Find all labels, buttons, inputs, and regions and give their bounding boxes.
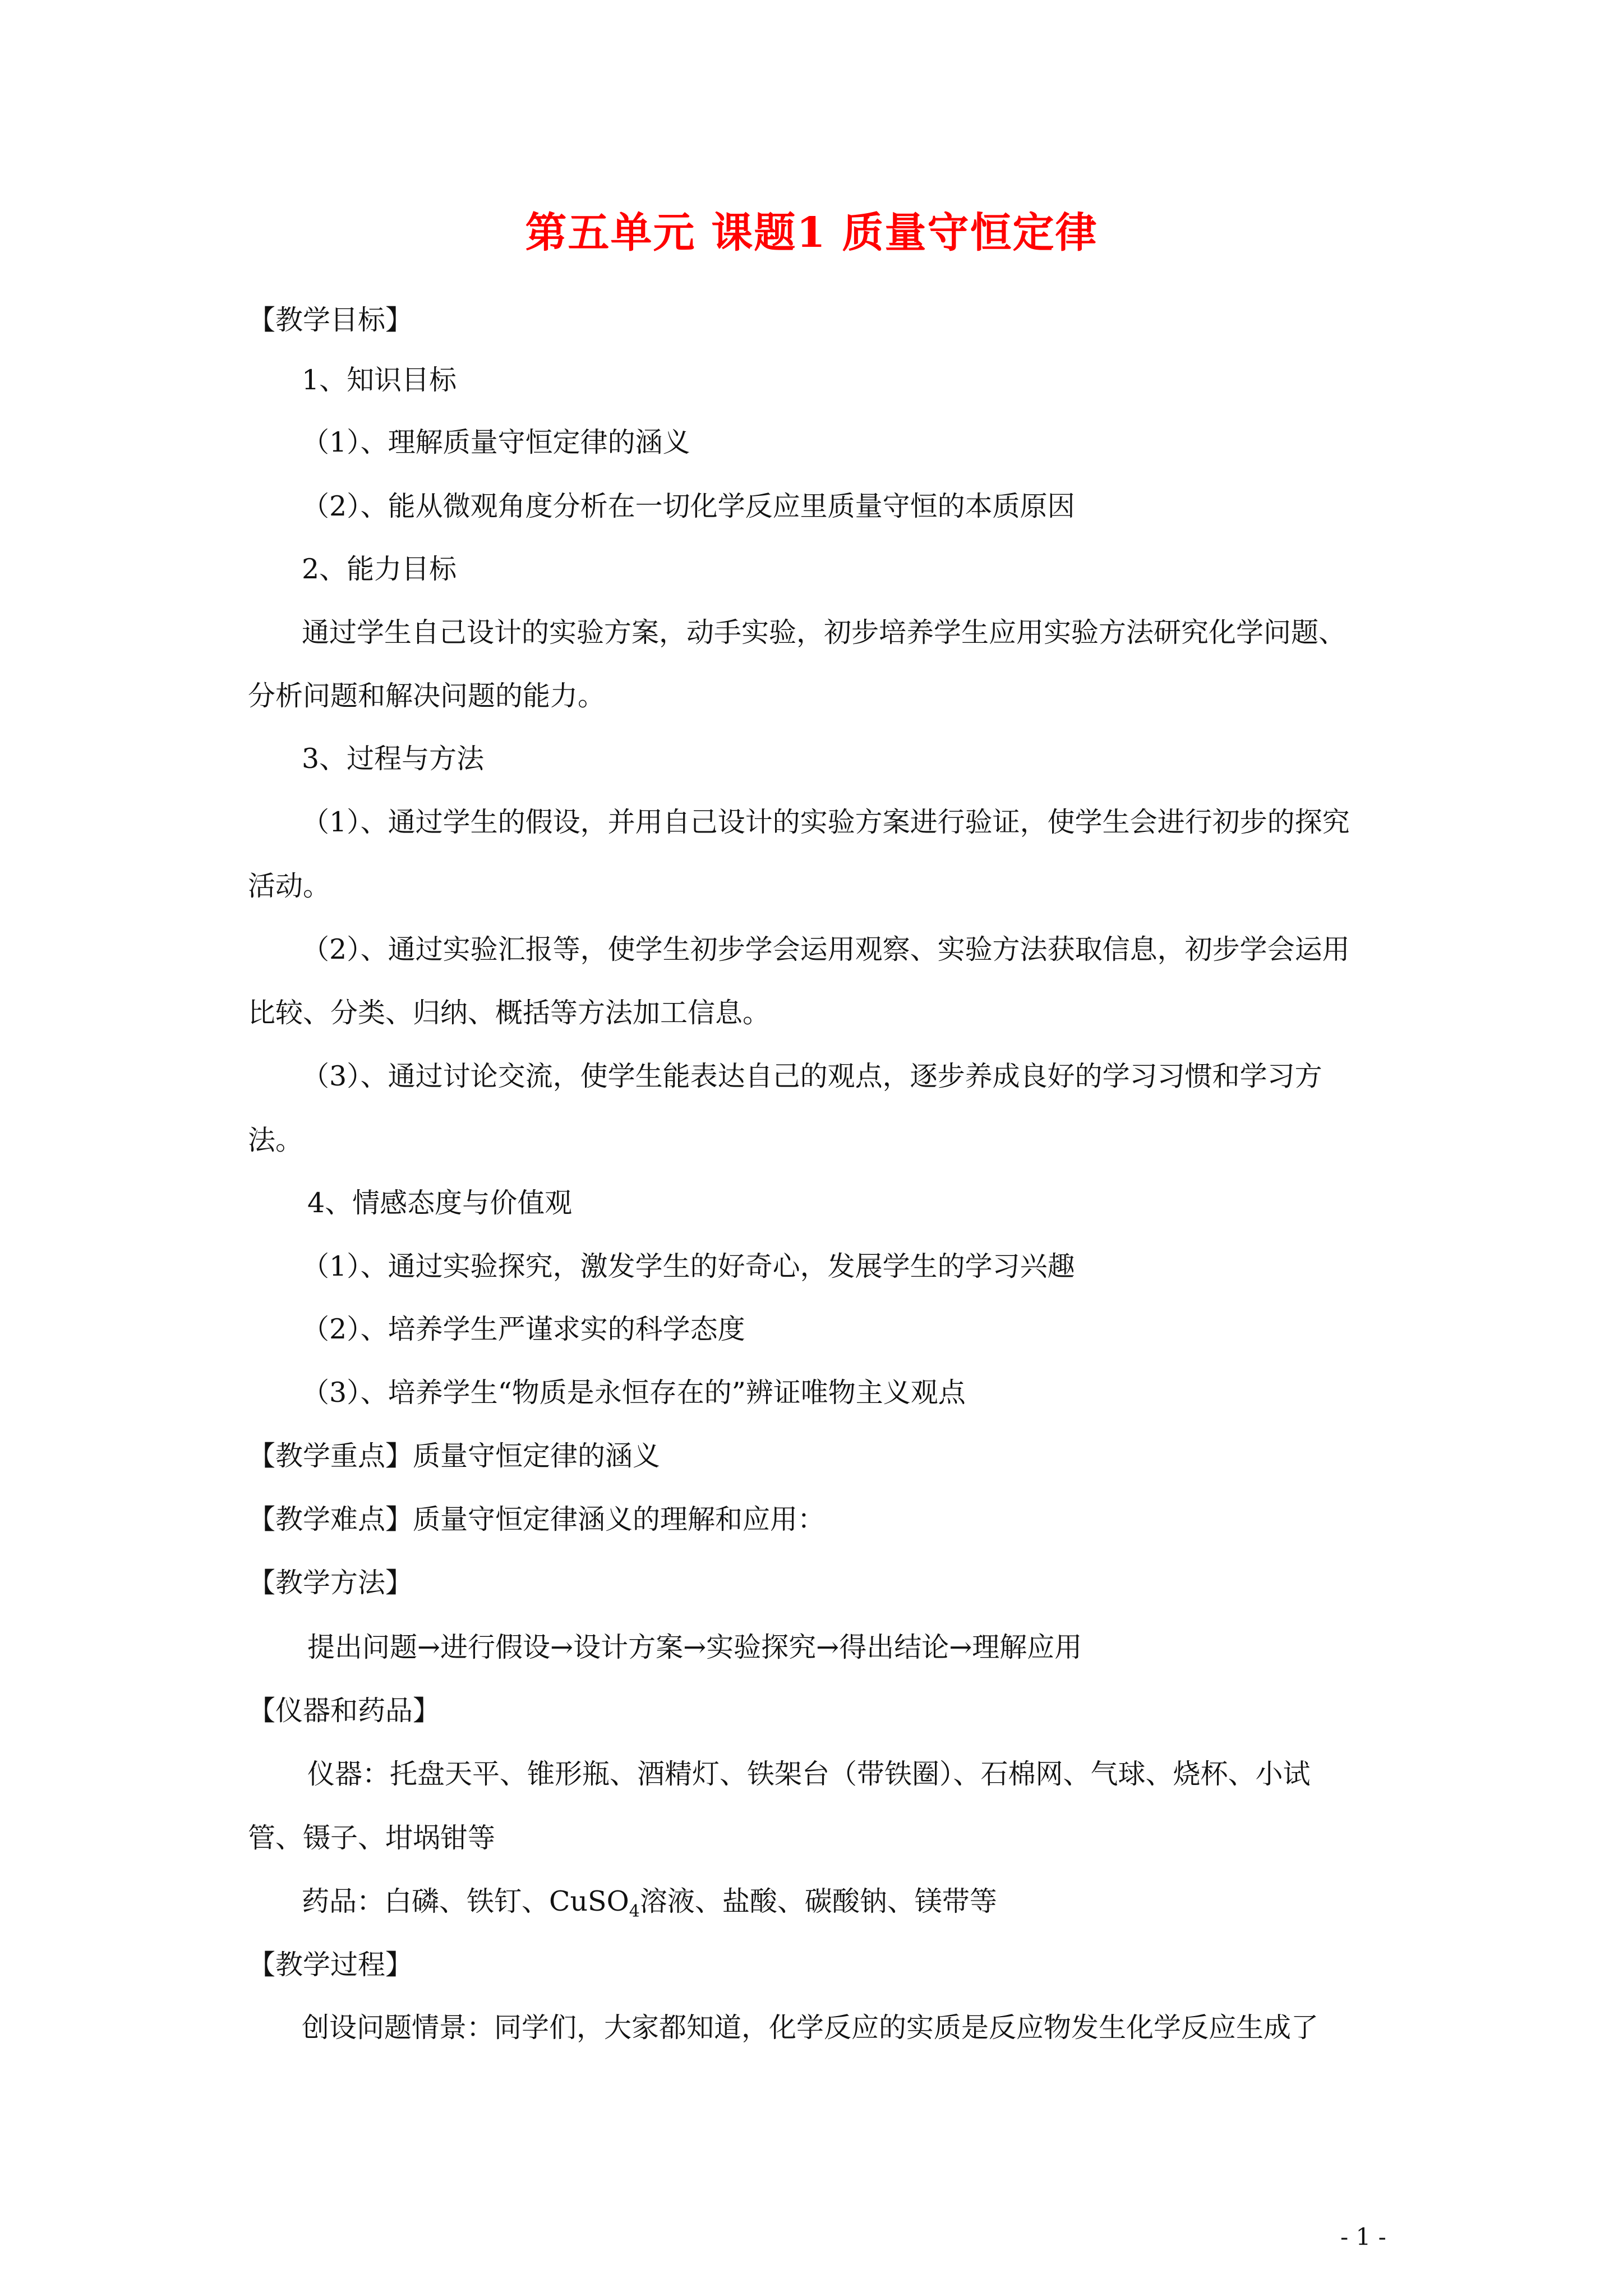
- paragraph-line: 仪器：托盘天平、锥形瓶、酒精灯、铁架台（带铁圈）、石棉网、气球、烧杯、小试: [307, 1758, 1311, 1790]
- paragraph-line: （3）、培养学生“物质是永恒存在的”辨证唯物主义观点: [302, 1377, 966, 1409]
- subheading-ability-objectives: 2、能力目标: [302, 553, 457, 585]
- paragraph-line: （1）、通过实验探究，激发学生的好奇心，发展学生的学习兴趣: [302, 1250, 1075, 1282]
- paragraph-line: 通过学生自己设计的实验方案，动手实验，初步培养学生应用实验方法研究化学问题、: [302, 616, 1347, 648]
- paragraph-line: 管、镊子、坩埚钳等: [248, 1822, 496, 1854]
- subheading-process-and-method: 3、过程与方法: [302, 743, 485, 775]
- drugs-suffix: 溶液、盐酸、碳酸钠、镁带等: [639, 1885, 997, 1917]
- paragraph-line: （3）、通过讨论交流，使学生能表达自己的观点，逐步养成良好的学习习惯和学习方: [302, 1060, 1322, 1092]
- subheading-knowledge-objectives: 1、知识目标: [302, 364, 457, 396]
- paragraph-line: 比较、分类、归纳、概括等方法加工信息。: [248, 997, 771, 1029]
- paragraph-line: （1）、理解质量守恒定律的涵义: [302, 426, 690, 458]
- document-title: 第五单元 课题1 质量守恒定律: [525, 209, 1098, 257]
- drugs-prefix: 药品：白磷、铁钉、CuSO: [302, 1885, 629, 1917]
- section-teaching-difficulty: 【教学难点】质量守恒定律涵义的理解和应用：: [248, 1503, 826, 1535]
- section-teaching-key-point: 【教学重点】质量守恒定律的涵义: [248, 1440, 661, 1472]
- paragraph-line: （2）、通过实验汇报等，使学生初步学会运用观察、实验方法获取信息，初步学会运用: [302, 933, 1350, 965]
- paragraph-line: （2）、培养学生严谨求实的科学态度: [302, 1313, 745, 1345]
- page-number: - 1 -: [1340, 2223, 1386, 2251]
- section-heading-teaching-process: 【教学过程】: [248, 1949, 413, 1981]
- paragraph-line: 创设问题情景：同学们，大家都知道，化学反应的实质是反应物发生化学反应生成了: [302, 2012, 1319, 2044]
- section-heading-teaching-method: 【教学方法】: [248, 1567, 413, 1599]
- paragraph-line: 活动。: [248, 870, 331, 902]
- paragraph-line: 提出问题→进行假设→设计方案→实验探究→得出结论→理解应用: [307, 1631, 1082, 1663]
- paragraph-line: （1）、通过学生的假设，并用自己设计的实验方案进行验证，使学生会进行初步的探究: [302, 806, 1350, 838]
- drugs-subscript: 4: [629, 1901, 640, 1921]
- paragraph-line: （2）、能从微观角度分析在一切化学反应里质量守恒的本质原因: [302, 490, 1075, 522]
- section-heading-instruments-and-drugs: 【仪器和药品】: [248, 1695, 441, 1727]
- drugs-line: [302, 1882, 997, 1931]
- paragraph-line: 法。: [248, 1124, 303, 1156]
- section-heading-teaching-objectives: 【教学目标】: [248, 304, 413, 336]
- paragraph-line: 分析问题和解决问题的能力。: [248, 680, 606, 712]
- subheading-emotion-attitude-values: 4、情感态度与价值观: [307, 1187, 573, 1219]
